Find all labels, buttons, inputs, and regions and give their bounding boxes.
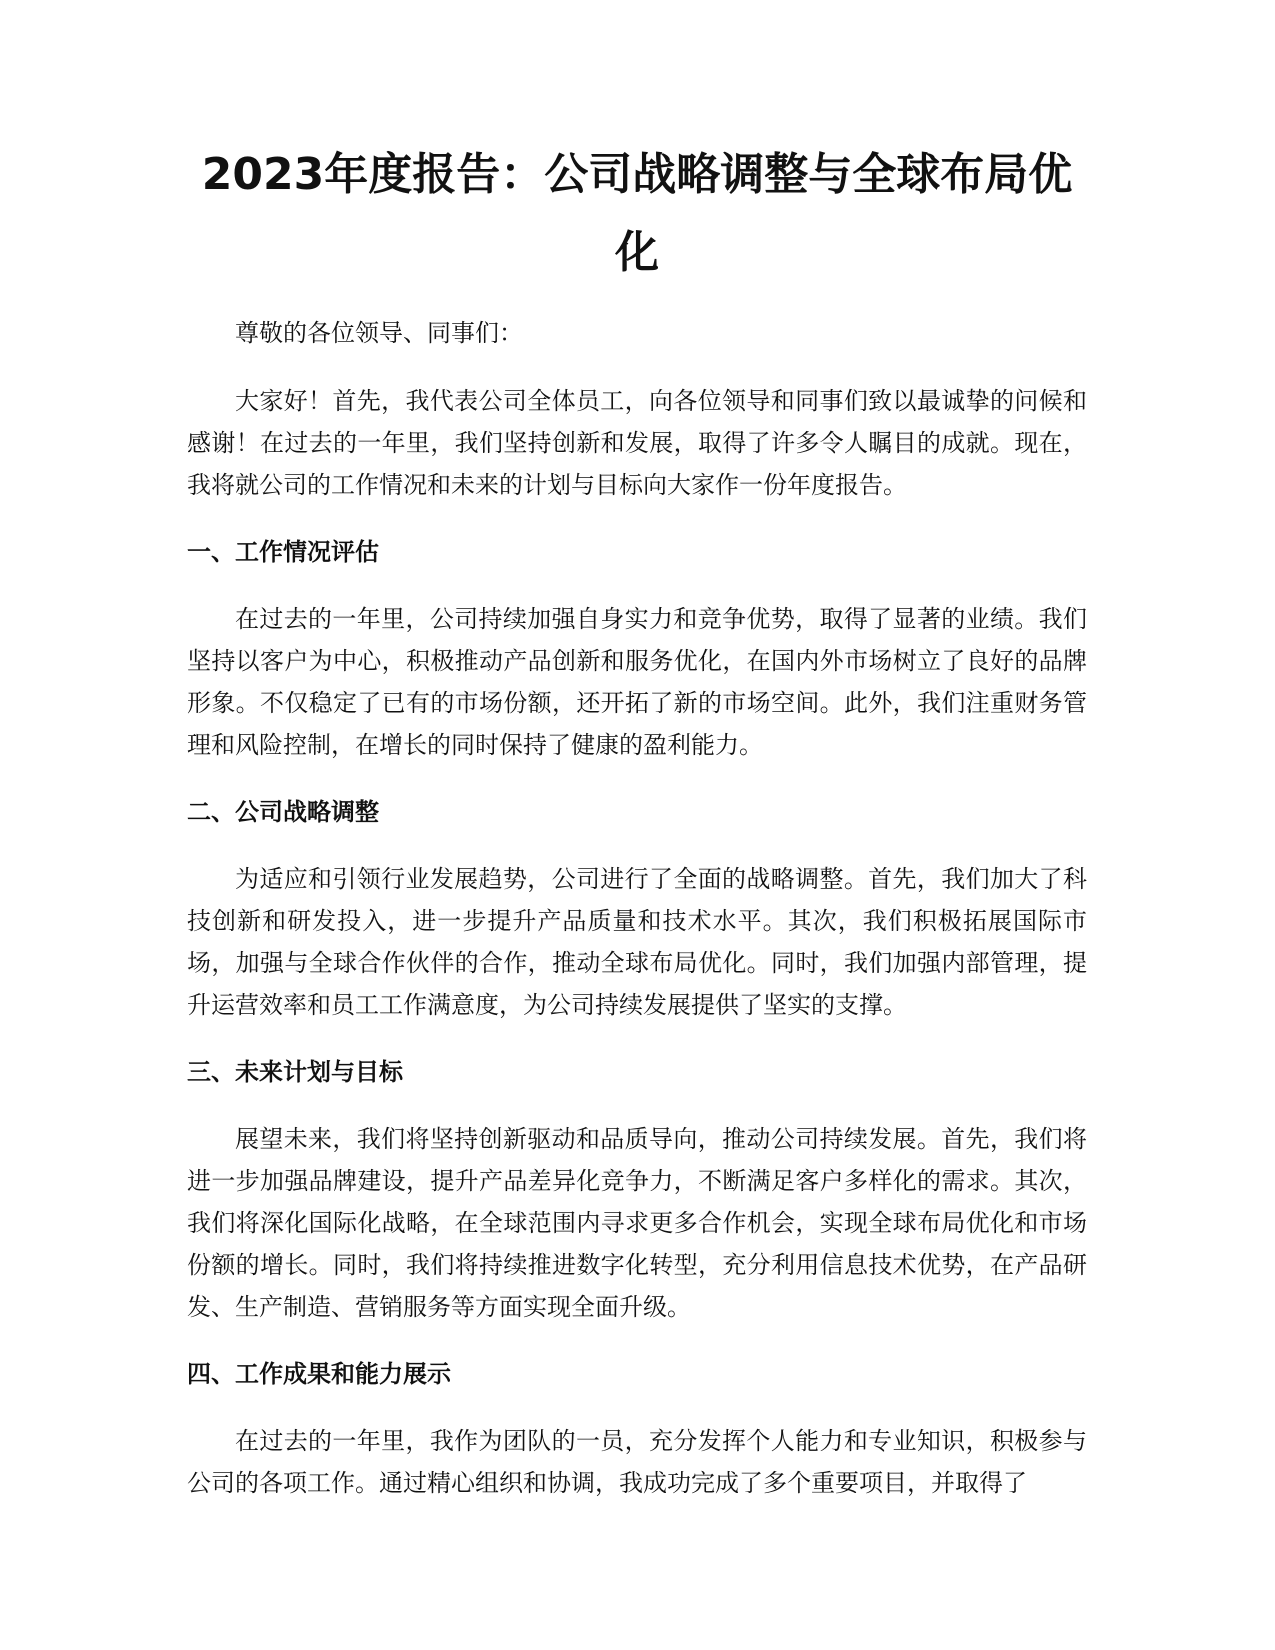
section-body-achievements: 在过去的一年里，我作为团队的一员，充分发挥个人能力和专业知识，积极参与公司的各项工作。通过精心组织和协调，我成功完成了多个重要项目，并取得了 [187, 1427, 1087, 1497]
section-heading-work-evaluation: 一、工作情况评估 [187, 538, 379, 566]
section-body-work-evaluation: 在过去的一年里，公司持续加强自身实力和竞争优势，取得了显著的业绩。我们坚持以客户为中心，积极推动产品创新和服务优化，在国内外市场树立了良好的品牌形象。不仅稳定了已有的市场份额，还开拓了新的市场空间。此外，我们注重财务管理和风险控制，在增长的同时保持了健康的盈利能力。 [187, 605, 1087, 759]
section-body-future-plans: 展望未来，我们将坚持创新驱动和品质导向，推动公司持续发展。首先，我们将进一步加强品牌建设，提升产品差异化竞争力，不断满足客户多样化的需求。其次，我们将深化国际化战略，在全球范围内寻求更多合作机会，实现全球布局优化和市场份额的增长。同时，我们将持续推进数字化转型，充分利用信息技术优势，在产品研发、生产制造、营销服务等方面实现全面升级。 [187, 1125, 1087, 1321]
section-heading-strategy-adjustment: 二、公司战略调整 [187, 798, 379, 826]
document-title: 2023年度报告：公司战略调整与全球布局优化 [201, 149, 1073, 278]
document-body [187, 136, 1087, 1530]
salutation: 尊敬的各位领导、同事们： [235, 319, 523, 347]
intro-paragraph: 大家好！首先，我代表公司全体员工，向各位领导和同事们致以最诚挚的问候和感谢！在过去的一年里，我们坚持创新和发展，取得了许多令人瞩目的成就。现在，我将就公司的工作情况和未来的计划与目标向大家作一份年度报告。 [187, 387, 1087, 499]
section-heading-future-plans: 三、未来计划与目标 [187, 1058, 403, 1086]
section-body-strategy-adjustment: 为适应和引领行业发展趋势，公司进行了全面的战略调整。首先，我们加大了科技创新和研发投入，进一步提升产品质量和技术水平。其次，我们积极拓展国际市场，加强与全球合作伙伴的合作，推动全球布局优化。同时，我们加强内部管理，提升运营效率和员工工作满意度，为公司持续发展提供了坚实的支撑。 [187, 865, 1087, 1019]
section-heading-achievements: 四、工作成果和能力展示 [187, 1360, 451, 1388]
